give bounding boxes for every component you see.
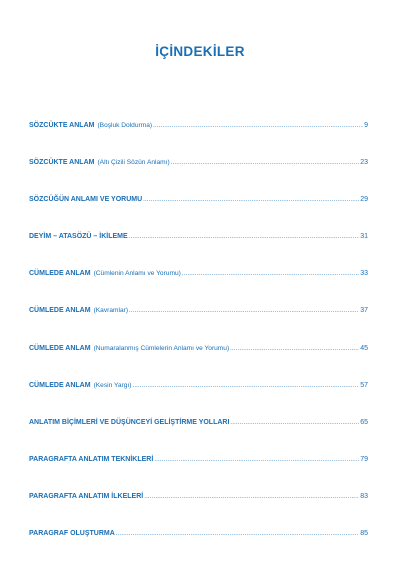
toc-entry-page-number: 85 [360,530,368,538]
toc-entry-subtitle: (Numaralanmış Cümlelerin Anlamı ve Yorumu) [93,344,230,352]
dot-leader [129,234,360,240]
toc-entry-page-number: 83 [360,492,368,500]
toc-entry-subtitle: (Boşluk Doldurma) [97,122,153,129]
dot-leader [230,346,359,352]
toc-entry-page-number: 57 [360,381,368,389]
toc-entry [29,196,368,233]
toc-entry [29,345,368,382]
toc-entry-page-number: 33 [360,270,368,278]
table-of-contents [29,122,368,567]
toc-entry-title: CÜMLEDE ANLAM [29,270,91,278]
toc-entry [29,122,368,159]
toc-entry-title: SÖZCÜKTE ANLAM [29,159,95,167]
dot-leader [182,271,359,277]
dot-leader [230,420,359,426]
toc-entry [29,233,368,270]
page-title: İÇİNDEKİLER [155,44,245,59]
toc-entry-title: CÜMLEDE ANLAM [29,344,91,352]
dot-leader [171,160,360,166]
toc-entry-page-number: 37 [360,307,368,315]
toc-entry-subtitle: (Cümlenin Anlamı ve Yorumu) [93,270,181,278]
toc-entry-page-number: 23 [360,159,368,167]
toc-entry [29,419,368,456]
toc-entry-subtitle: (Altı Çizili Sözün Anlamı) [97,159,170,167]
dot-leader [154,457,359,463]
dot-leader [144,494,359,500]
dot-leader [129,308,359,314]
toc-entry [29,530,368,567]
toc-entry-page-number: 45 [360,344,368,352]
toc-entry-title: ANLATIM BİÇİMLERİ VE DÜŞÜNCEYİ GELİŞTİRME YOLLARI [29,418,230,426]
toc-entry [29,159,368,196]
toc-entry-title: SÖZCÜĞÜN ANLAMI VE YORUMU [29,196,143,204]
dot-leader [132,383,359,389]
toc-entry [29,456,368,493]
toc-entry-page-number: 29 [360,196,368,204]
toc-entry-title: PARAGRAFTA ANLATIM İLKELERİ [29,492,144,500]
toc-entry [29,493,368,530]
toc-entry-title: CÜMLEDE ANLAM [29,307,91,315]
toc-entry [29,270,368,307]
toc-entry-page-number: 79 [360,455,368,463]
toc-entry [29,307,368,344]
toc-entry-title: DEYİM – ATASÖZÜ – İKİLEME [29,233,128,241]
toc-entry-title: CÜMLEDE ANLAM [29,381,91,389]
dot-leader [143,197,359,203]
toc-entry-page-number: 65 [360,418,368,426]
toc-entry-title: PARAGRAFTA ANLATIM TEKNİKLERİ [29,455,154,463]
toc-entry-title: SÖZCÜKTE ANLAM [29,122,95,129]
toc-entry-title: PARAGRAF OLUŞTURMA [29,530,115,538]
toc-entry-page-number: 9 [364,122,368,129]
toc-entry-subtitle: (Kavramlar) [93,307,129,315]
toc-entry-subtitle: (Kesin Yargı) [93,381,132,389]
toc-entry-page-number: 31 [360,233,368,241]
dot-leader [153,123,363,129]
toc-entry [29,382,368,419]
dot-leader [116,531,359,537]
